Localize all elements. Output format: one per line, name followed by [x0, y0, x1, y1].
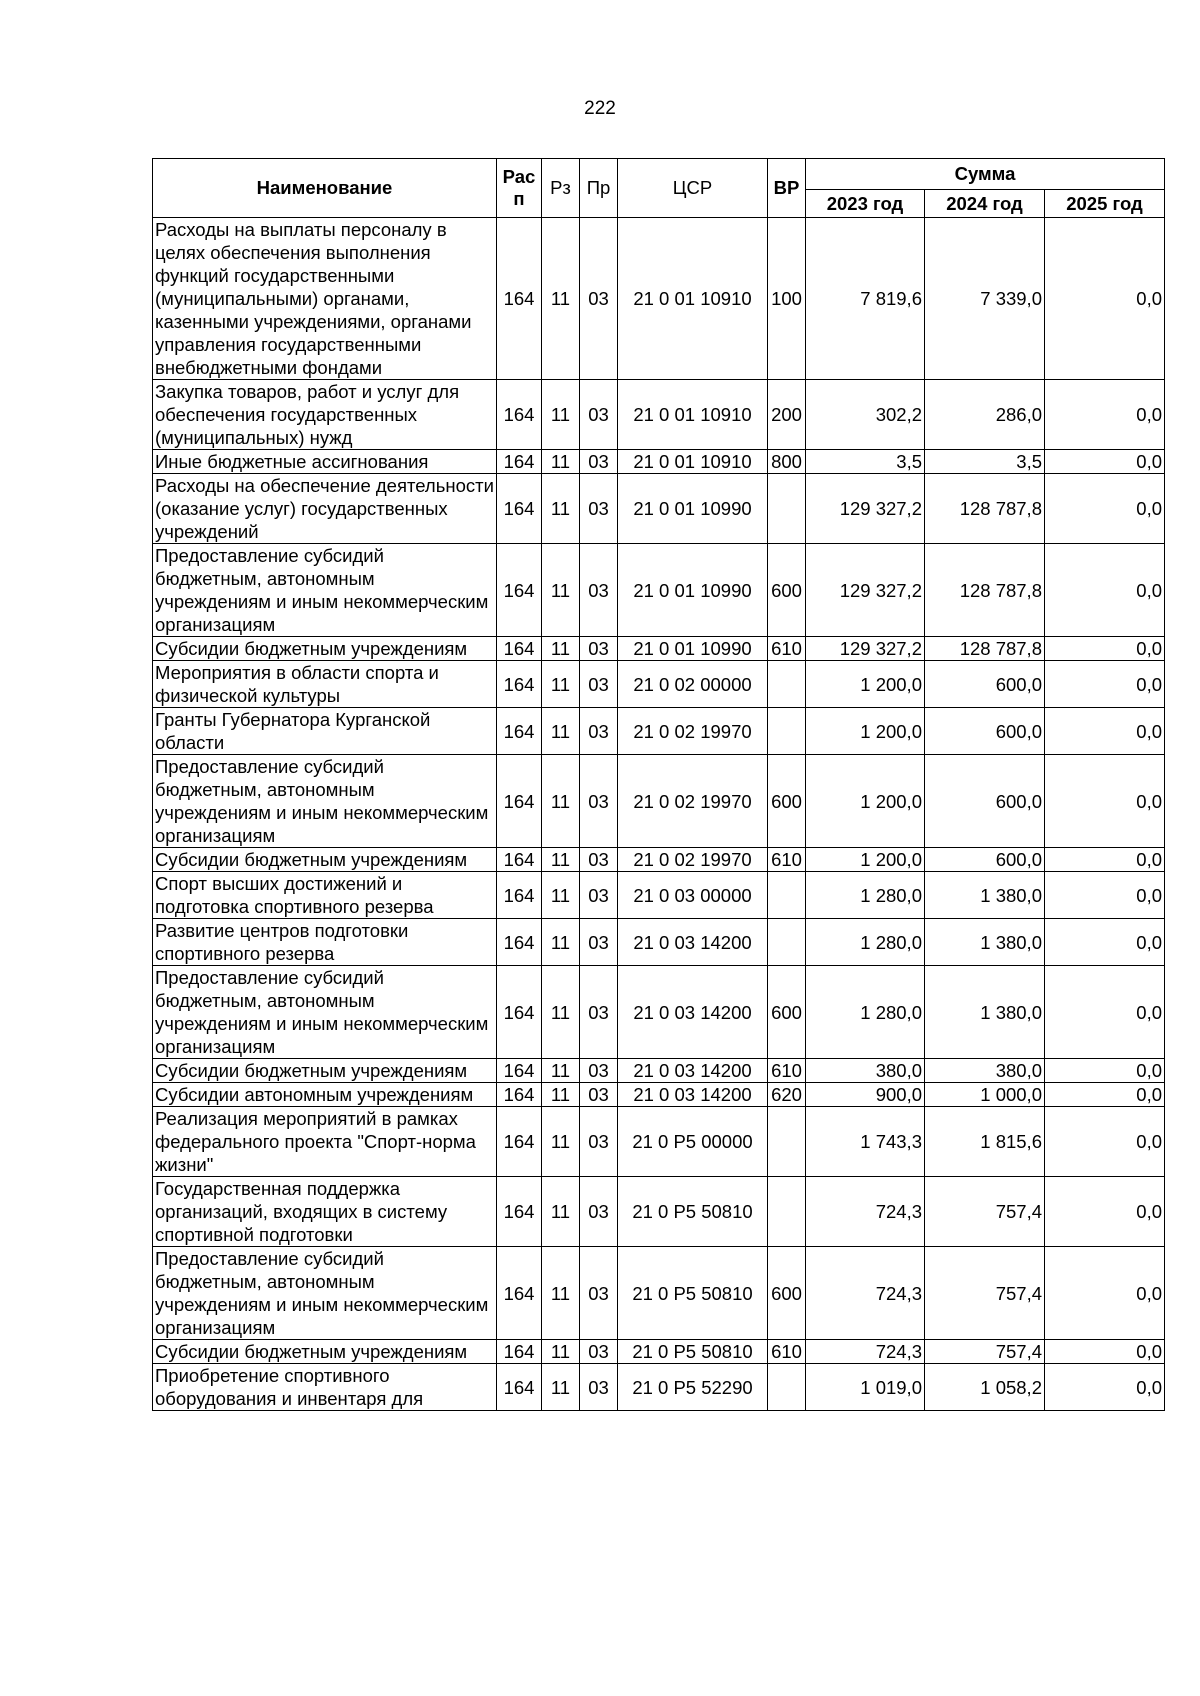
- cell-vr: 600: [768, 966, 806, 1059]
- cell-rz: 11: [542, 755, 580, 848]
- cell-2024: 7 339,0: [925, 218, 1045, 380]
- table-row: [153, 1107, 1165, 1177]
- cell-pr: 03: [580, 218, 618, 380]
- cell-vr: 610: [768, 1340, 806, 1364]
- cell-rz: 11: [542, 1083, 580, 1107]
- header-vr: ВР: [768, 159, 806, 218]
- cell-name: Предоставление субсидий бюджетным, автономным учреждениям и иным некоммерческим организациям: [153, 966, 497, 1059]
- cell-vr: 100: [768, 218, 806, 380]
- cell-rz: 11: [542, 544, 580, 637]
- cell-2025: 0,0: [1045, 380, 1165, 450]
- cell-2023: 129 327,2: [806, 474, 925, 544]
- cell-vr: 600: [768, 1247, 806, 1340]
- cell-vr: 800: [768, 450, 806, 474]
- cell-name: Государственная поддержка организаций, входящих в систему спортивной подготовки: [153, 1177, 497, 1247]
- cell-2025: 0,0: [1045, 474, 1165, 544]
- cell-rz: 11: [542, 1364, 580, 1411]
- cell-rz: 11: [542, 661, 580, 708]
- cell-name: Иные бюджетные ассигнования: [153, 450, 497, 474]
- header-sum: Сумма: [806, 159, 1165, 190]
- cell-csr: 21 0 01 10990: [618, 544, 768, 637]
- cell-rasp: 164: [497, 1340, 542, 1364]
- cell-pr: 03: [580, 1364, 618, 1411]
- cell-pr: 03: [580, 637, 618, 661]
- table-row: [153, 755, 1165, 848]
- cell-2024: 128 787,8: [925, 637, 1045, 661]
- cell-2023: 900,0: [806, 1083, 925, 1107]
- cell-2024: 1 815,6: [925, 1107, 1045, 1177]
- cell-name: Приобретение спортивного оборудования и инвентаря для: [153, 1364, 497, 1411]
- cell-name: Субсидии автономным учреждениям: [153, 1083, 497, 1107]
- cell-pr: 03: [580, 1177, 618, 1247]
- cell-pr: 03: [580, 1083, 618, 1107]
- cell-2024: 1 058,2: [925, 1364, 1045, 1411]
- cell-csr: 21 0 03 14200: [618, 966, 768, 1059]
- cell-2025: 0,0: [1045, 1083, 1165, 1107]
- cell-rasp: 164: [497, 380, 542, 450]
- cell-2023: 1 280,0: [806, 872, 925, 919]
- cell-csr: 21 0 01 10910: [618, 380, 768, 450]
- cell-2025: 0,0: [1045, 1107, 1165, 1177]
- cell-rasp: 164: [497, 966, 542, 1059]
- cell-csr: 21 0 P5 50810: [618, 1247, 768, 1340]
- table-row: [153, 218, 1165, 380]
- cell-2024: 1 380,0: [925, 872, 1045, 919]
- cell-vr: 610: [768, 848, 806, 872]
- cell-vr: [768, 1177, 806, 1247]
- cell-rz: 11: [542, 919, 580, 966]
- cell-rasp: 164: [497, 1083, 542, 1107]
- table-row: [153, 1083, 1165, 1107]
- header-2024: 2024 год: [925, 190, 1045, 218]
- cell-2025: 0,0: [1045, 1059, 1165, 1083]
- header-2023: 2023 год: [806, 190, 925, 218]
- table-row: [153, 380, 1165, 450]
- cell-name: Предоставление субсидий бюджетным, автономным учреждениям и иным некоммерческим организациям: [153, 1247, 497, 1340]
- cell-2025: 0,0: [1045, 966, 1165, 1059]
- cell-vr: [768, 474, 806, 544]
- cell-pr: 03: [580, 966, 618, 1059]
- cell-csr: 21 0 03 14200: [618, 919, 768, 966]
- header-rz: Рз: [542, 159, 580, 218]
- cell-csr: 21 0 01 10910: [618, 450, 768, 474]
- cell-rasp: 164: [497, 1177, 542, 1247]
- cell-rz: 11: [542, 966, 580, 1059]
- cell-2024: 600,0: [925, 848, 1045, 872]
- cell-rz: 11: [542, 218, 580, 380]
- cell-csr: 21 0 02 00000: [618, 661, 768, 708]
- cell-rz: 11: [542, 1107, 580, 1177]
- cell-name: Расходы на выплаты персоналу в целях обеспечения выполнения функций государственными (муниципальными) органами, казенными учреждениями, органами управления государственными внебюджетными фондами: [153, 218, 497, 380]
- cell-pr: 03: [580, 848, 618, 872]
- cell-2025: 0,0: [1045, 919, 1165, 966]
- cell-name: Гранты Губернатора Курганской области: [153, 708, 497, 755]
- cell-pr: 03: [580, 544, 618, 637]
- cell-rasp: 164: [497, 848, 542, 872]
- cell-vr: 610: [768, 1059, 806, 1083]
- cell-2023: 302,2: [806, 380, 925, 450]
- cell-2024: 3,5: [925, 450, 1045, 474]
- cell-rasp: 164: [497, 450, 542, 474]
- cell-name: Предоставление субсидий бюджетным, автономным учреждениям и иным некоммерческим организациям: [153, 755, 497, 848]
- cell-pr: 03: [580, 1247, 618, 1340]
- cell-2023: 3,5: [806, 450, 925, 474]
- cell-pr: 03: [580, 450, 618, 474]
- cell-rz: 11: [542, 450, 580, 474]
- cell-rasp: 164: [497, 1059, 542, 1083]
- table-row: [153, 637, 1165, 661]
- cell-csr: 21 0 03 14200: [618, 1059, 768, 1083]
- page-number: 222: [584, 98, 616, 119]
- cell-vr: 620: [768, 1083, 806, 1107]
- cell-csr: 21 0 02 19970: [618, 755, 768, 848]
- cell-2023: 129 327,2: [806, 544, 925, 637]
- cell-vr: 610: [768, 637, 806, 661]
- cell-name: Развитие центров подготовки спортивного резерва: [153, 919, 497, 966]
- cell-rz: 11: [542, 474, 580, 544]
- budget-table: [152, 158, 1165, 1411]
- cell-2023: 129 327,2: [806, 637, 925, 661]
- cell-2025: 0,0: [1045, 450, 1165, 474]
- cell-rz: 11: [542, 1247, 580, 1340]
- table-row: [153, 1340, 1165, 1364]
- cell-2025: 0,0: [1045, 1247, 1165, 1340]
- cell-csr: 21 0 P5 52290: [618, 1364, 768, 1411]
- cell-pr: 03: [580, 755, 618, 848]
- cell-csr: 21 0 P5 00000: [618, 1107, 768, 1177]
- cell-vr: [768, 661, 806, 708]
- header-pr: Пр: [580, 159, 618, 218]
- table-row: [153, 1247, 1165, 1340]
- cell-2023: 1 743,3: [806, 1107, 925, 1177]
- header-csr: ЦСР: [618, 159, 768, 218]
- cell-2024: 1 380,0: [925, 966, 1045, 1059]
- cell-2025: 0,0: [1045, 1340, 1165, 1364]
- table-row: [153, 708, 1165, 755]
- cell-2024: 600,0: [925, 661, 1045, 708]
- cell-rasp: 164: [497, 919, 542, 966]
- cell-2025: 0,0: [1045, 218, 1165, 380]
- cell-2024: 128 787,8: [925, 544, 1045, 637]
- cell-2023: 1 019,0: [806, 1364, 925, 1411]
- cell-name: Реализация мероприятий в рамках федерального проекта "Спорт-норма жизни": [153, 1107, 497, 1177]
- cell-rasp: 164: [497, 755, 542, 848]
- cell-2024: 1 380,0: [925, 919, 1045, 966]
- cell-vr: [768, 1107, 806, 1177]
- cell-rz: 11: [542, 637, 580, 661]
- cell-name: Субсидии бюджетным учреждениям: [153, 637, 497, 661]
- cell-rz: 11: [542, 708, 580, 755]
- cell-2025: 0,0: [1045, 708, 1165, 755]
- cell-pr: 03: [580, 380, 618, 450]
- cell-rasp: 164: [497, 544, 542, 637]
- cell-name: Субсидии бюджетным учреждениям: [153, 1059, 497, 1083]
- cell-2025: 0,0: [1045, 1364, 1165, 1411]
- cell-vr: [768, 919, 806, 966]
- cell-name: Субсидии бюджетным учреждениям: [153, 848, 497, 872]
- cell-vr: [768, 1364, 806, 1411]
- table-row: [153, 450, 1165, 474]
- cell-2024: 380,0: [925, 1059, 1045, 1083]
- cell-csr: 21 0 03 14200: [618, 1083, 768, 1107]
- cell-pr: 03: [580, 1107, 618, 1177]
- cell-pr: 03: [580, 661, 618, 708]
- cell-rasp: 164: [497, 1247, 542, 1340]
- cell-pr: 03: [580, 872, 618, 919]
- cell-rasp: 164: [497, 474, 542, 544]
- cell-name: Мероприятия в области спорта и физической культуры: [153, 661, 497, 708]
- cell-2023: 380,0: [806, 1059, 925, 1083]
- cell-2025: 0,0: [1045, 848, 1165, 872]
- cell-2025: 0,0: [1045, 1177, 1165, 1247]
- cell-csr: 21 0 P5 50810: [618, 1340, 768, 1364]
- cell-rz: 11: [542, 1177, 580, 1247]
- cell-csr: 21 0 01 10990: [618, 474, 768, 544]
- cell-vr: [768, 872, 806, 919]
- cell-rasp: 164: [497, 872, 542, 919]
- cell-csr: 21 0 02 19970: [618, 848, 768, 872]
- cell-rz: 11: [542, 1340, 580, 1364]
- cell-rasp: 164: [497, 1364, 542, 1411]
- cell-csr: 21 0 P5 50810: [618, 1177, 768, 1247]
- cell-2023: 1 200,0: [806, 708, 925, 755]
- cell-vr: 600: [768, 544, 806, 637]
- cell-rasp: 164: [497, 661, 542, 708]
- table-row: [153, 919, 1165, 966]
- cell-rz: 11: [542, 1059, 580, 1083]
- table-row: [153, 544, 1165, 637]
- cell-2025: 0,0: [1045, 661, 1165, 708]
- cell-2025: 0,0: [1045, 872, 1165, 919]
- cell-2023: 1 280,0: [806, 919, 925, 966]
- cell-rz: 11: [542, 872, 580, 919]
- table-row: [153, 1059, 1165, 1083]
- table-row: [153, 1177, 1165, 1247]
- cell-2025: 0,0: [1045, 544, 1165, 637]
- cell-pr: 03: [580, 1340, 618, 1364]
- cell-2023: 7 819,6: [806, 218, 925, 380]
- cell-name: Закупка товаров, работ и услуг для обеспечения государственных (муниципальных) нужд: [153, 380, 497, 450]
- cell-2024: 600,0: [925, 755, 1045, 848]
- cell-rasp: 164: [497, 218, 542, 380]
- cell-name: Расходы на обеспечение деятельности (оказание услуг) государственных учреждений: [153, 474, 497, 544]
- cell-2023: 724,3: [806, 1247, 925, 1340]
- cell-pr: 03: [580, 919, 618, 966]
- cell-csr: 21 0 01 10910: [618, 218, 768, 380]
- cell-2023: 724,3: [806, 1177, 925, 1247]
- cell-2023: 724,3: [806, 1340, 925, 1364]
- cell-2024: 1 000,0: [925, 1083, 1045, 1107]
- cell-rasp: 164: [497, 637, 542, 661]
- table-row: [153, 661, 1165, 708]
- cell-2023: 1 200,0: [806, 848, 925, 872]
- cell-2024: 757,4: [925, 1177, 1045, 1247]
- cell-2023: 1 200,0: [806, 661, 925, 708]
- table-row: [153, 848, 1165, 872]
- cell-rz: 11: [542, 848, 580, 872]
- cell-rasp: 164: [497, 1107, 542, 1177]
- cell-name: Субсидии бюджетным учреждениям: [153, 1340, 497, 1364]
- table-row: [153, 872, 1165, 919]
- cell-vr: [768, 708, 806, 755]
- cell-pr: 03: [580, 1059, 618, 1083]
- header-name: Наименование: [153, 159, 497, 218]
- cell-2024: 600,0: [925, 708, 1045, 755]
- cell-2023: 1 280,0: [806, 966, 925, 1059]
- cell-name: Спорт высших достижений и подготовка спортивного резерва: [153, 872, 497, 919]
- cell-2024: 286,0: [925, 380, 1045, 450]
- cell-rz: 11: [542, 380, 580, 450]
- cell-csr: 21 0 01 10990: [618, 637, 768, 661]
- table-row: [153, 474, 1165, 544]
- table-row: [153, 966, 1165, 1059]
- cell-pr: 03: [580, 708, 618, 755]
- cell-2025: 0,0: [1045, 637, 1165, 661]
- cell-vr: 200: [768, 380, 806, 450]
- cell-2025: 0,0: [1045, 755, 1165, 848]
- cell-csr: 21 0 02 19970: [618, 708, 768, 755]
- cell-vr: 600: [768, 755, 806, 848]
- cell-name: Предоставление субсидий бюджетным, автономным учреждениям и иным некоммерческим организациям: [153, 544, 497, 637]
- header-rasp: Рас п: [497, 159, 542, 218]
- cell-pr: 03: [580, 474, 618, 544]
- table-row: [153, 1364, 1165, 1411]
- cell-2023: 1 200,0: [806, 755, 925, 848]
- table-body: [153, 218, 1165, 1411]
- cell-2024: 757,4: [925, 1247, 1045, 1340]
- cell-rasp: 164: [497, 708, 542, 755]
- cell-2024: 128 787,8: [925, 474, 1045, 544]
- header-2025: 2025 год: [1045, 190, 1165, 218]
- cell-csr: 21 0 03 00000: [618, 872, 768, 919]
- cell-2024: 757,4: [925, 1340, 1045, 1364]
